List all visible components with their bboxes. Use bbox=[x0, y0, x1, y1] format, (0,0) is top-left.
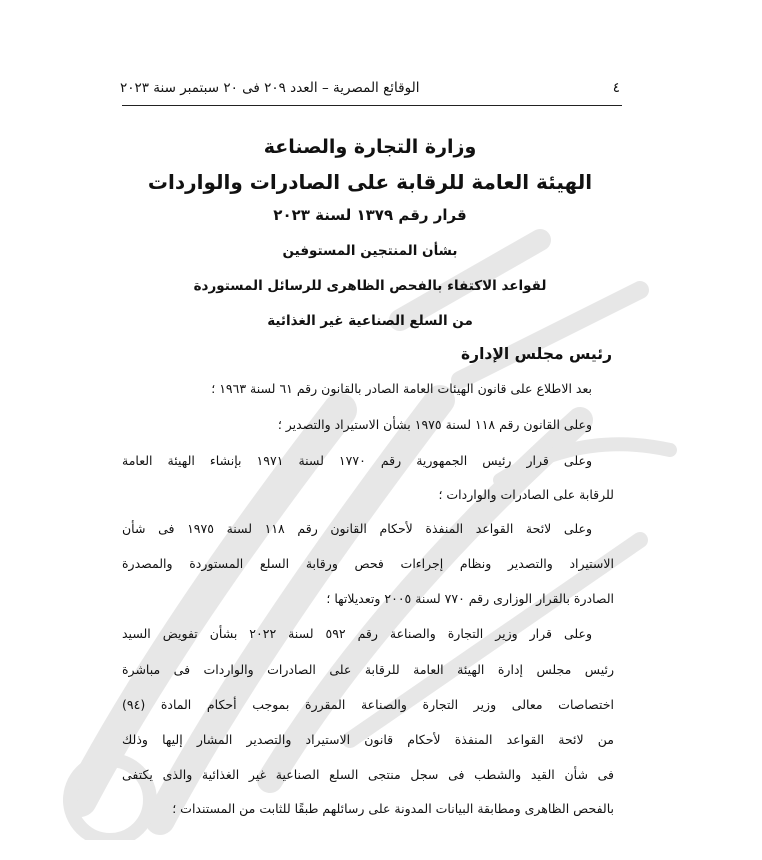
page-header bbox=[120, 80, 620, 102]
body-line: الاستيراد والتصدير ونظام إجراءات فحص ورقابة السلع المستوردة والمصدرة bbox=[122, 556, 614, 571]
ministry-title: وزارة التجارة والصناعة bbox=[263, 136, 477, 158]
body-line: بالفحص الظاهرى ومطابقة البيانات المدونة على رسائلهم طبقًا للثابت من المستندات ؛ bbox=[172, 801, 614, 816]
header-rule bbox=[122, 105, 622, 106]
body-line: وعلى لائحة القواعد المنفذة لأحكام القانون رقم ١١٨ لسنة ١٩٧٥ فى شأن bbox=[122, 521, 592, 536]
page-number: ٤ bbox=[612, 80, 620, 96]
body-line: بعد الاطلاع على قانون الهيئات العامة الصادر بالقانون رقم ٦١ لسنة ١٩٦٣ ؛ bbox=[211, 381, 592, 396]
subject-line-2: لقواعد الاكتفاء بالفحص الظاهرى للرسائل المستوردة bbox=[193, 278, 547, 294]
body-line: من لائحة القواعد المنفذة لأحكام قانون الاستيراد والتصدير المشار إليها وذلك bbox=[122, 732, 614, 747]
publication-info: الوقائع المصرية – العدد ٢٠٩ فى ٢٠ سبتمبر سنة ٢٠٢٣ bbox=[120, 80, 420, 96]
body-line: الصادرة بالقرار الوزارى رقم ٧٧٠ لسنة ٢٠٠٥ وتعديلاتها ؛ bbox=[326, 591, 614, 606]
body-line: وعلى قرار رئيس الجمهورية رقم ١٧٧٠ لسنة ١٩٧١ بإنشاء الهيئة العامة bbox=[122, 453, 592, 468]
decree-title: قرار رقم ١٣٧٩ لسنة ٢٠٢٣ bbox=[273, 206, 467, 224]
body-line: رئيس مجلس إدارة الهيئة العامة للرقابة على الصادرات والواردات فى مباشرة bbox=[122, 662, 614, 677]
authority-title: الهيئة العامة للرقابة على الصادرات والواردات bbox=[147, 170, 593, 194]
subject-line-1: بشأن المنتجين المستوفين bbox=[282, 243, 458, 259]
chair-heading: رئيس مجلس الإدارة bbox=[461, 345, 612, 363]
body-line: وعلى قرار وزير التجارة والصناعة رقم ٥٩٢ لسنة ٢٠٢٢ بشأن تفويض السيد bbox=[122, 626, 592, 641]
body-line: اختصاصات معالى وزير التجارة والصناعة المقررة بموجب أحكام المادة (٩٤) bbox=[122, 697, 614, 712]
subject-line-3: من السلع الصناعية غير الغذائية bbox=[267, 313, 473, 329]
body-line: وعلى القانون رقم ١١٨ لسنة ١٩٧٥ بشأن الاستيراد والتصدير ؛ bbox=[277, 417, 592, 432]
body-line: فى شأن القيد والشطب فى سجل منتجى السلع الصناعية غير الغذائية والذى يكتفى bbox=[122, 767, 614, 782]
body-line: للرقابة على الصادرات والواردات ؛ bbox=[438, 487, 614, 502]
